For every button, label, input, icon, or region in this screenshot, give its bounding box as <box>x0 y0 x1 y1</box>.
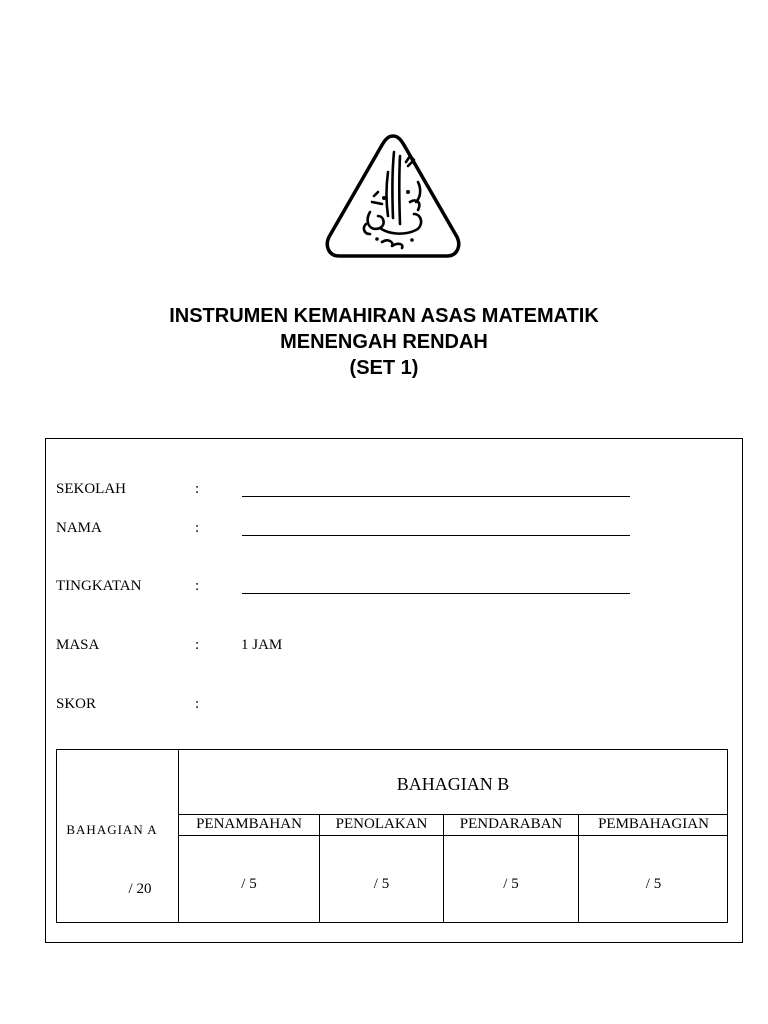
skor-label: SKOR <box>56 696 97 712</box>
document-set-label: (SET 1) <box>349 357 419 379</box>
penolakan-header: PENOLAKAN <box>335 816 428 832</box>
sekolah-colon: : <box>195 481 200 497</box>
pembahagian-header: PEMBAHAGIAN <box>598 816 709 832</box>
bahagian-a-label: BAHAGIAN A <box>66 822 158 837</box>
tingkatan-label: TINGKATAN <box>56 578 142 594</box>
pendaraban-score: / 5 <box>503 876 519 892</box>
table-divider <box>178 835 728 836</box>
nama-field[interactable] <box>242 521 630 536</box>
pendaraban-header: PENDARABAN <box>459 816 563 832</box>
sekolah-field[interactable] <box>242 482 630 497</box>
school-crest-logo <box>322 132 464 260</box>
nama-colon: : <box>195 520 200 536</box>
penambahan-score: / 5 <box>241 876 257 892</box>
masa-value: 1 JAM <box>241 637 283 653</box>
sekolah-label: SEKOLAH <box>56 481 126 497</box>
pembahagian-score: / 5 <box>645 876 662 892</box>
nama-label: NAMA <box>56 520 102 536</box>
document-title-line-1: INSTRUMEN KEMAHIRAN ASAS MATEMATIK <box>169 305 599 327</box>
calligraphy-icon <box>364 152 421 248</box>
penambahan-header: PENAMBAHAN <box>196 816 302 832</box>
document-title-line-2: MENENGAH RENDAH <box>280 331 488 353</box>
bahagian-b-label: BAHAGIAN B <box>396 774 510 794</box>
skor-colon: : <box>195 696 200 712</box>
masa-colon: : <box>195 637 200 653</box>
masa-label: MASA <box>56 637 100 653</box>
tingkatan-colon: : <box>195 578 200 594</box>
penolakan-score: / 5 <box>373 876 390 892</box>
bahagian-a-score: / 20 <box>128 881 152 897</box>
tingkatan-field[interactable] <box>242 579 630 594</box>
